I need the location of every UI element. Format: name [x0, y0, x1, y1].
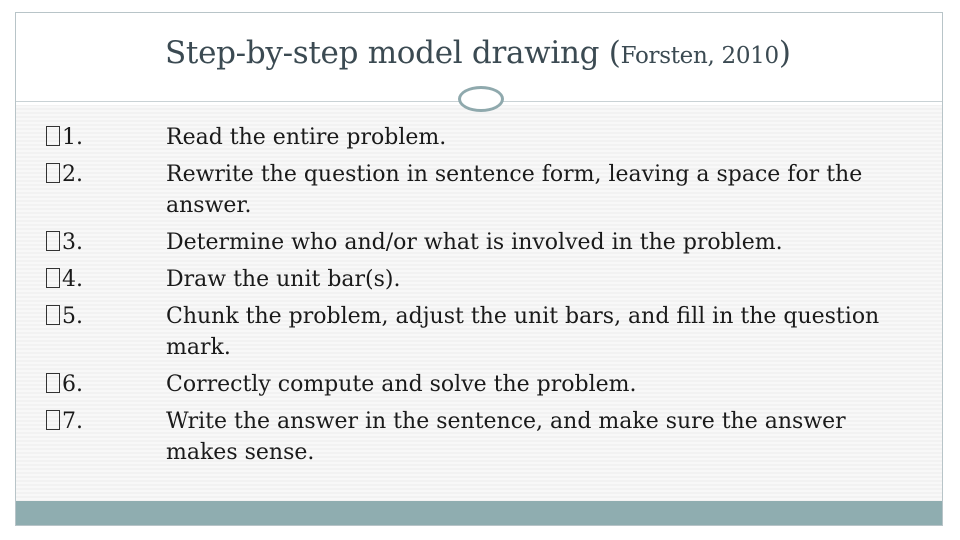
bullet-box-icon — [46, 163, 60, 183]
list-item — [16, 227, 942, 258]
step-text: Correctly compute and solve the problem. — [166, 372, 637, 397]
step-number: 5. — [46, 301, 83, 332]
slide-title-main: Step-by-step model drawing ( — [165, 35, 621, 71]
step-text: Write the answer in the sentence, and make sure the answer makes sense. — [166, 409, 846, 465]
bullet-box-icon — [46, 126, 60, 146]
step-text: Determine who and/or what is involved in the problem. — [166, 230, 783, 255]
divider-circle-ornament — [458, 86, 504, 112]
list-item — [16, 369, 942, 400]
bullet-box-icon — [46, 410, 60, 430]
step-number: 6. — [46, 369, 83, 400]
slide-title — [165, 35, 791, 71]
step-text: Chunk the problem, adjust the unit bars, and fill in the question mark. — [166, 304, 880, 360]
step-text: Read the entire problem. — [166, 125, 447, 150]
step-number: 3. — [46, 227, 83, 258]
step-number: 7. — [46, 406, 83, 437]
list-item — [16, 159, 942, 221]
steps-list — [16, 122, 942, 474]
bullet-box-icon — [46, 373, 60, 393]
step-number: 1. — [46, 122, 83, 153]
step-text: Draw the unit bar(s). — [166, 267, 401, 292]
slide-frame — [15, 12, 943, 526]
slide-title-end: ) — [778, 35, 791, 71]
list-item — [16, 122, 942, 153]
bullet-box-icon — [46, 231, 60, 251]
footer-accent-bar — [16, 501, 942, 525]
bullet-box-icon — [46, 305, 60, 325]
list-item — [16, 301, 942, 363]
slide-title-citation: Forsten, 2010 — [620, 43, 779, 69]
list-item — [16, 406, 942, 468]
step-number: 2. — [46, 159, 83, 190]
step-text: Rewrite the question in sentence form, leaving a space for the answer. — [166, 162, 863, 218]
step-number: 4. — [46, 264, 83, 295]
list-item — [16, 264, 942, 295]
bullet-box-icon — [46, 268, 60, 288]
